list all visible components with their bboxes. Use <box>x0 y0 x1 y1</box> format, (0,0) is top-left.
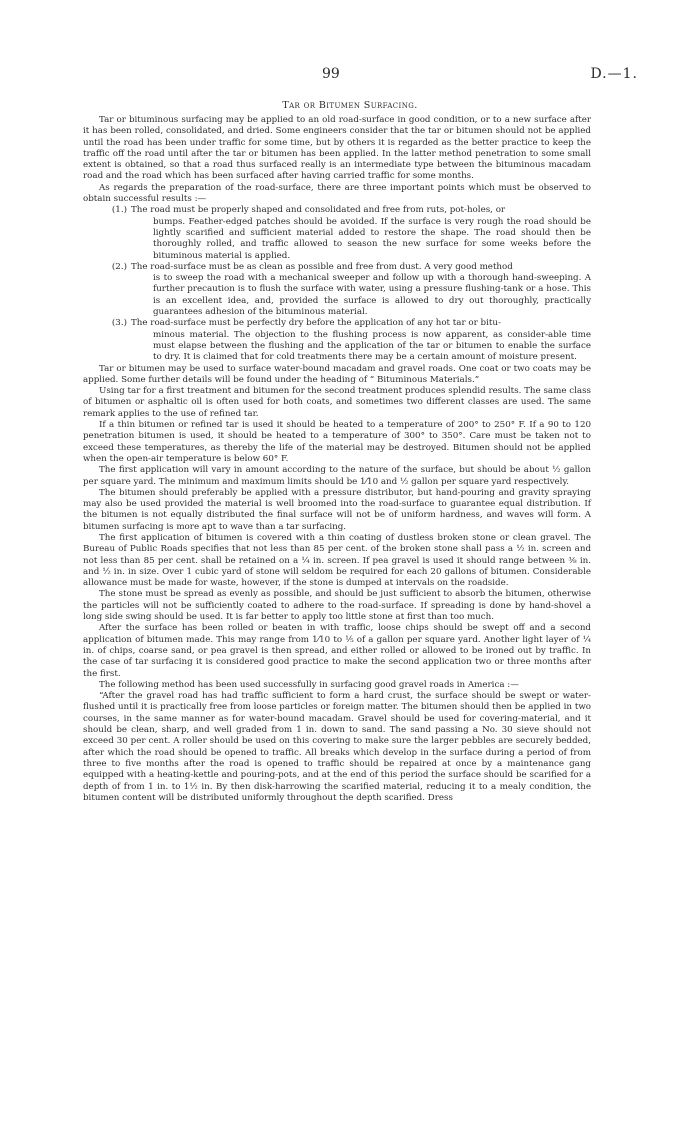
paragraph: The following method has been used successfully in surfacing good gravel roads in America :— <box>99 679 519 690</box>
list-item <box>83 205 591 261</box>
list-item-continuation: minous material. The objection to the flushing process is now apparent, as consider-able time must elapse between the flushing and the application of the tar or bitumen to enable the surface to dry. It is claimed that for cold treatments there may be a certain amount of moisture present. <box>153 329 591 363</box>
list-item <box>83 318 591 363</box>
paragraph: The bitumen should preferably be applied with a pressure distributor, but hand-pouring and gravity spraying may also be used provided the material is well broomed into the road-surface to guarantee equal distribution. If the bitumen is not equally distributed the final surface will not be of uniform hardness, and waves will form. A bitumen surfacing is more apt to wave than a tar surfacing. <box>83 487 591 532</box>
list-item-number: (3.) <box>111 318 127 329</box>
page-header <box>0 66 700 86</box>
paragraph: Using tar for a first treatment and bitumen for the second treatment produces splendid results. The same class of bitumen or asphaltic oil is often used for both coats, and sometimes two different classes are used. The same remark applies to the use of refined tar. <box>83 386 591 419</box>
body-text <box>83 115 591 804</box>
paragraph: Tar or bituminous surfacing may be applied to an old road-surface in good condition, or to a new surface after it has been rolled, consolidated, and dried. Some engineers consider that the tar or bitumen should not be applied until the road has been under traffic for some time, but by others it is regarded as the better practice to keep the traffic off the road until after the tar or bitumen has been applied. In the latter method penetration to some small extent is obtained, so that a road thus surfaced really is an intermediate type between the bituminous macadam road and the road which has been surfaced after having carried traffic for some months. <box>83 115 591 182</box>
list-item-first-line: The road-surface must be perfectly dry before the application of any hot tar or bitu- <box>131 318 501 329</box>
paragraph: After the surface has been rolled or beaten in with traffic, loose chips should be swept off and a second application of bitumen made. This may range from 1⁄10 to ⅕ of a gallon per square yard. Another light layer of ¼ in. of chips, coarse sand, or pea gravel is then spread, and either rolled or allowed to be ironed out by traffic. In the case of tar surfacing it is considered good practice to make the second application two or three months after the first. <box>83 623 591 679</box>
paragraph: The first application will vary in amount according to the nature of the surface, but should be about ½ gallon per square yard. The minimum and maximum limits should be 1⁄10 and ½ gallon per square yard respectively. <box>83 465 591 487</box>
document-code: D.—1. <box>590 66 638 82</box>
paragraph: As regards the preparation of the road-surface, there are three important points which must be observed to obtain successful results :— <box>83 182 591 205</box>
list-item-number: (1.) <box>111 205 127 216</box>
list-item <box>83 262 591 318</box>
list-item-first-line: The road must be properly shaped and consolidated and free from ruts, pot-holes, or <box>131 205 506 216</box>
list-item-first-line: The road-surface must be as clean as possible and free from dust. A very good method <box>131 261 513 272</box>
paragraph: Tar or bitumen may be used to surface water-bound macadam and gravel roads. One coat or two coats may be applied. Some further details will be found under the heading of “ Bituminous Materials.” <box>83 363 591 385</box>
list-item-number: (2.) <box>111 261 127 272</box>
list-item-text <box>131 318 591 363</box>
page-number: 99 <box>322 66 340 82</box>
paragraph: If a thin bitumen or refined tar is used it should be heated to a temperature of 200° to 250° F. If a 90 to 120 penetration bitumen is used, it should be heated to a temperature of 300° to 350°. Care must be taken not to exceed these temperatures, as thereby the life of the material may be destroyed. Bitumen should not be applied when the open-air temperature is below 60° F. <box>83 420 591 464</box>
list-item-continuation: bumps. Feather-edged patches should be avoided. If the surface is very rough the road should be lightly scarified and sufficient material added to restore the shape. The road should then be thoroughly rolled, and traffic allowed to season the new surface for some weeks before the bituminous material is applied. <box>153 216 591 261</box>
list-item-continuation: is to sweep the road with a mechanical sweeper and follow up with a thorough hand-sweeping. A further precaution is to flush the surface with water, using a pressure flushing-tank or a hose. This is an excellent idea, and, provided the surface is allowed to dry out thoroughly, practically guarantees adhesion of the bituminous material. <box>153 273 591 318</box>
section-title: Tar or Bitumen Surfacing. <box>282 100 418 111</box>
paragraph: The stone must be spread as evenly as possible, and should be just sufficient to absorb the bitumen, otherwise the particles will not be sufficiently coated to adhere to the road-surface. If spreading is done by hand-shovel a long side swing should be used. It is far better to apply too little stone at first than too much. <box>83 589 591 623</box>
list-item-text <box>131 205 591 261</box>
paragraph: The first application of bitumen is covered with a thin coating of dustless broken stone or clean gravel. The Bureau of Public Roads specifies that not less than 85 per cent. of the broken stone shall pass a ½ in. screen and not less than 85 per cent. shall be retained on a ¼ in. screen. If pea gravel is used it should range between ⅜ in. and ½ in. in size. Over 1 cubic yard of stone will seldom be required for each 20 gallons of bitumen. Considerable allowance must be made for waste, however, if the stone is dumped at intervals on the roadside. <box>83 532 591 589</box>
list-item-text <box>131 262 591 318</box>
quoted-paragraph: “After the gravel road has had traffic sufficient to form a hard crust, the surface should be swept or water-flushed until it is practically free from loose particles or foreign matter. The bitumen should then be applied in two courses, in the same manner as for water-bound macadam. Gravel should be used for covering-material, and it should be clean, sharp, and well graded from 1 in. down to sand. The sand passing a No. 30 sieve should not exceed 30 per cent. A roller should be used on this covering to make sure the larger pebbles are securely bedded, after which the road should be opened to traffic. All breaks which develop in the surface during a period of from three to five months after the road is opened to traffic should be repaired at once by a maintenance gang equipped with a heating-kettle and pouring-pots, and at the end of this period the surface should be scarified for a depth of from 1 in. to 1½ in. By then disk-harrowing the scarified material, reducing it to a mealy condition, the bitumen content will be distributed uniformly throughout the depth scarified. Dress <box>83 691 591 803</box>
